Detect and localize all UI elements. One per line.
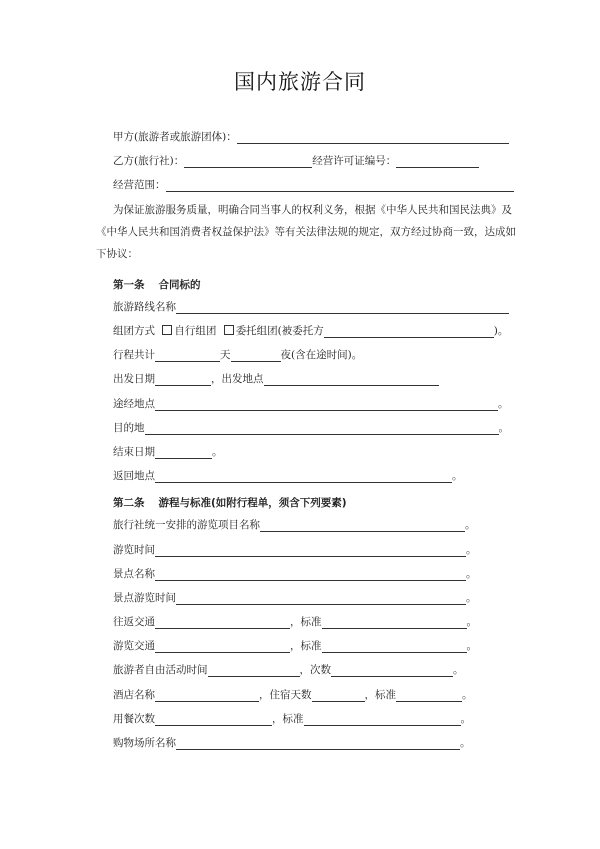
depart-date-field[interactable] [155, 374, 211, 386]
free-time-label: 旅游者自由活动时间 [113, 664, 208, 676]
itinerary-label: 行程共计 [113, 349, 155, 361]
business-scope-row [113, 179, 514, 192]
depart-date-label: 出发日期 [113, 373, 155, 385]
spot-name-row [113, 568, 477, 581]
nights-field[interactable] [231, 350, 281, 362]
article2-number: 第二条 [113, 497, 145, 509]
via-period: 。 [498, 398, 509, 410]
group-label: 组团方式 [113, 325, 155, 337]
self-group-label: 自行组团 [174, 325, 217, 337]
meals-standard-label: ，标准 [272, 713, 304, 725]
license-label: 经营许可证编号： [312, 155, 397, 167]
meals-standard-field[interactable] [304, 714, 461, 726]
free-time-field[interactable] [208, 665, 300, 677]
destination-period: 。 [498, 422, 509, 434]
spot-time-field[interactable] [176, 593, 466, 605]
items-period: 。 [465, 519, 476, 531]
party-b-label: 乙方(旅行社)： [113, 155, 185, 167]
business-scope-label: 经营范围： [113, 179, 166, 191]
hotel-period: 。 [462, 689, 473, 701]
tour-time-field[interactable] [155, 545, 466, 557]
nights-stay-field[interactable] [312, 690, 365, 702]
end-date-label: 结束日期 [113, 446, 155, 458]
group-row [113, 325, 508, 338]
end-date-field[interactable] [155, 447, 212, 459]
itinerary-row [113, 349, 362, 362]
times-label: ，次数 [299, 664, 331, 676]
return-row [113, 470, 463, 483]
end-date-period: 。 [212, 446, 223, 458]
transport-label: 往返交通 [113, 616, 155, 628]
route-label: 旅游路线名称 [113, 301, 176, 313]
meals-field[interactable] [155, 714, 272, 726]
depart-place-label: ，出发地点 [211, 373, 264, 385]
via-row [113, 398, 509, 411]
days-label: 天 [220, 349, 231, 361]
delegate-group-checkbox[interactable] [224, 325, 234, 335]
items-row [113, 519, 476, 532]
via-label: 途经地点 [113, 398, 155, 410]
spot-name-period: 。 [466, 568, 477, 580]
departure-row [113, 373, 439, 386]
shopping-field[interactable] [176, 738, 460, 750]
spot-name-label: 景点名称 [113, 568, 155, 580]
return-label: 返回地点 [113, 470, 155, 482]
via-field[interactable] [155, 399, 498, 411]
delegate-close: )。 [493, 325, 509, 337]
items-label: 旅行社统一安排的游览项目名称 [113, 519, 260, 531]
license-field[interactable] [396, 156, 479, 168]
spot-time-label: 景点游览时间 [113, 592, 176, 604]
transport-period: 。 [466, 616, 477, 628]
hotel-label: 酒店名称 [113, 689, 155, 701]
meals-period: 。 [460, 713, 471, 725]
destination-field[interactable] [145, 423, 499, 435]
nights-label: 夜(含在途时间)。 [280, 349, 363, 361]
destination-label: 目的地 [113, 422, 145, 434]
times-field[interactable] [331, 665, 453, 677]
transport-standard-label: ，标准 [290, 616, 322, 628]
shopping-label: 购物场所名称 [113, 737, 176, 749]
route-row [113, 301, 509, 314]
tour-transport-row [113, 640, 477, 653]
business-scope-field[interactable] [166, 180, 514, 192]
return-field[interactable] [155, 471, 452, 483]
destination-row [113, 422, 509, 435]
shopping-row [113, 737, 471, 750]
free-time-period: 。 [453, 664, 464, 676]
hotel-row [113, 689, 473, 702]
party-a-label: 甲方(旅游者或旅游团体)： [113, 131, 237, 143]
items-field[interactable] [260, 520, 465, 532]
page-title: 国内旅游合同 [234, 70, 366, 94]
transport-standard-field[interactable] [322, 617, 467, 629]
return-period: 。 [452, 470, 463, 482]
hotel-standard-field[interactable] [396, 690, 462, 702]
tour-transport-label: 游览交通 [113, 640, 155, 652]
meals-row [113, 713, 471, 726]
tour-transport-period: 。 [466, 640, 477, 652]
party-b-field[interactable] [184, 156, 312, 168]
tour-time-label: 游览时间 [113, 544, 155, 556]
article1-title: 合同标的 [158, 279, 201, 291]
self-group-checkbox[interactable] [162, 325, 172, 335]
delegate-field[interactable] [324, 326, 494, 338]
article2-title: 游程与标准(如附行程单，须含下列要素) [158, 497, 347, 509]
delegate-group-label: 委托组团(被委托方 [235, 325, 324, 337]
party-b-row [113, 155, 479, 168]
tour-time-period: 。 [466, 544, 477, 556]
meals-label: 用餐次数 [113, 713, 155, 725]
hotel-standard-label: ，标准 [364, 689, 396, 701]
depart-place-field[interactable] [264, 374, 439, 386]
tour-time-row [113, 544, 477, 557]
article1-number: 第一条 [113, 279, 145, 291]
tour-transport-standard-label: ，标准 [290, 640, 322, 652]
tour-transport-standard-field[interactable] [322, 641, 467, 653]
hotel-field[interactable] [155, 690, 259, 702]
party-a-row [113, 131, 509, 144]
days-field[interactable] [155, 350, 220, 362]
end-date-row [113, 446, 223, 459]
spot-time-row [113, 592, 477, 605]
shopping-period: 。 [460, 737, 471, 749]
article2-heading [113, 495, 347, 510]
route-field[interactable] [176, 302, 509, 314]
free-time-row [113, 664, 464, 677]
preamble-paragraph: 为保证旅游服务质量，明确合同当事人的权利义务，根据《中华人民共和国民法典》及《中华人民共和国消费者权益保护法》等有关法律法规的规定，双方经过协商一致，达成如下协议： [96, 204, 516, 260]
spot-time-period: 。 [466, 592, 477, 604]
nights-stay-label: ，住宿天数 [259, 689, 312, 701]
article1-heading [113, 277, 201, 292]
party-a-field[interactable] [237, 132, 509, 144]
spot-name-field[interactable] [155, 569, 466, 581]
tour-transport-field[interactable] [155, 641, 290, 653]
transport-row [113, 616, 477, 629]
transport-field[interactable] [155, 617, 290, 629]
